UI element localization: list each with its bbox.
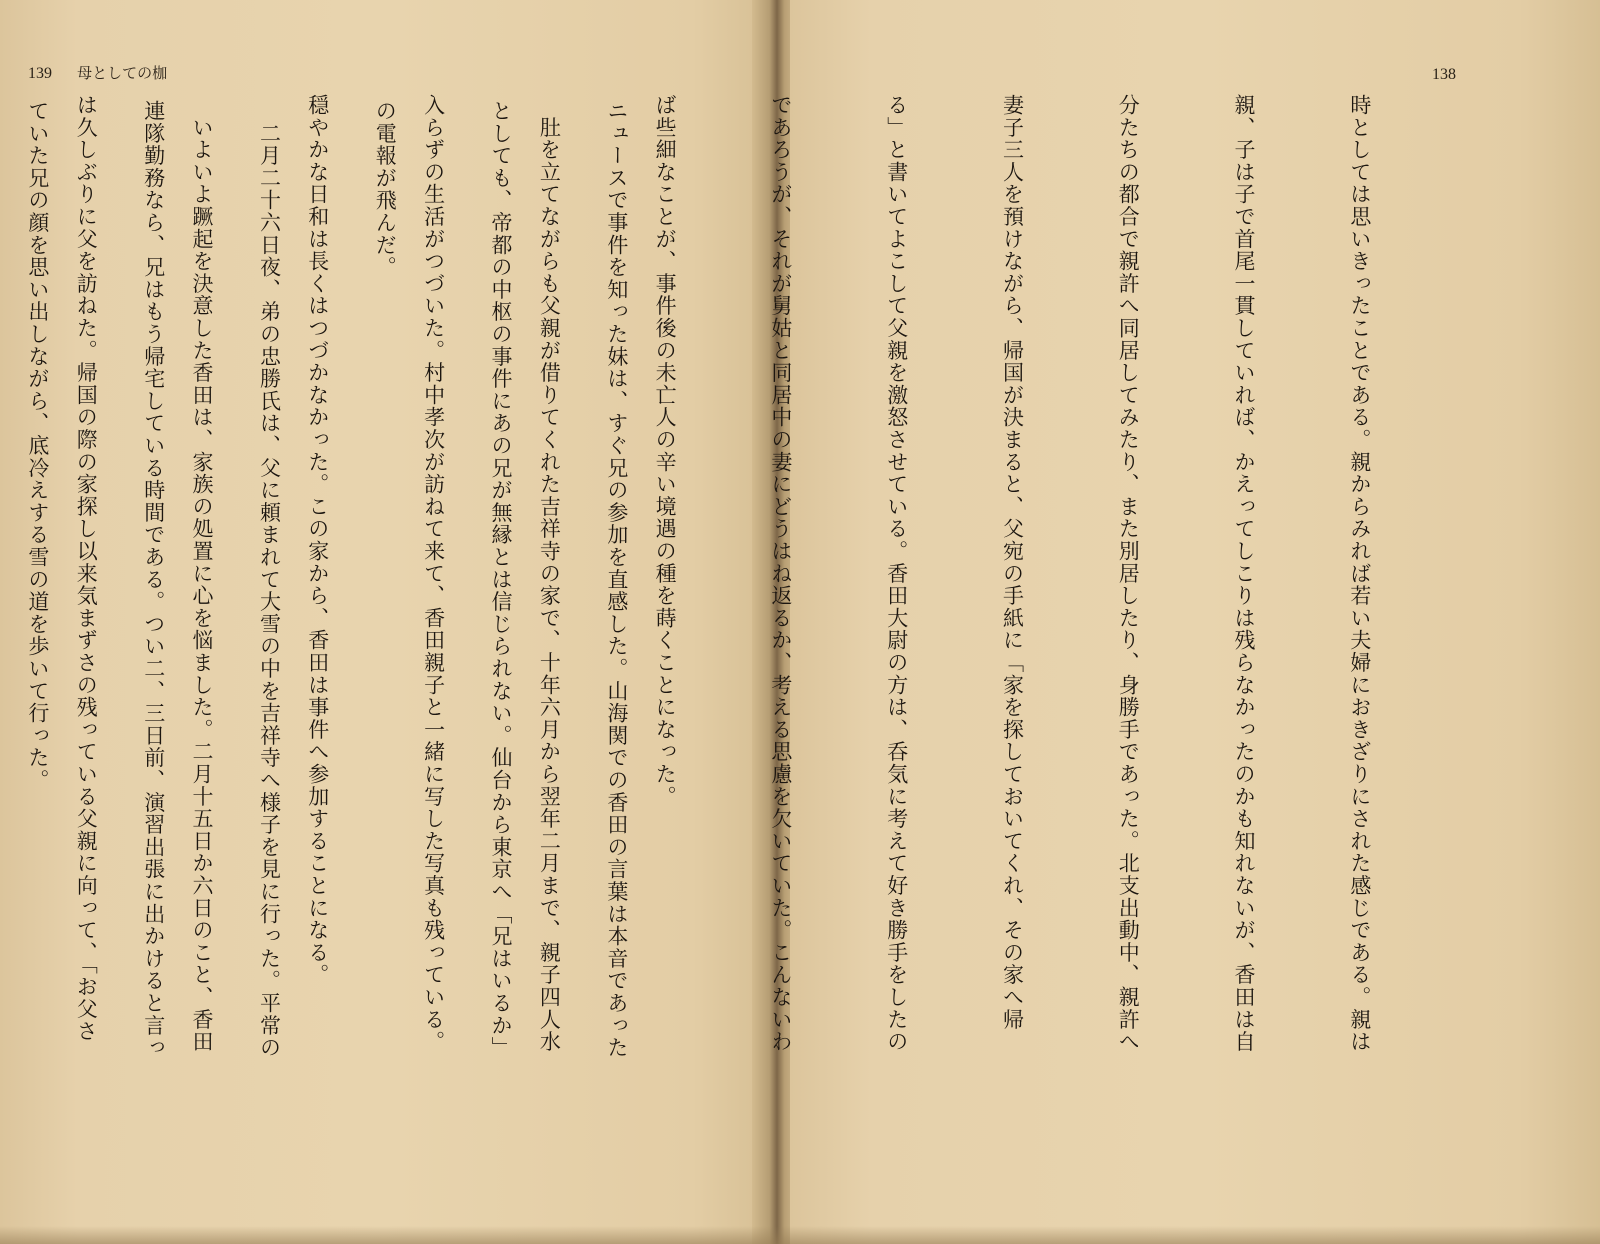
- text-line: 肚を立てながらも父親が借りてくれた吉祥寺の家で、十年六月から翌年二月まで、親子四人水: [537, 94, 562, 1053]
- text-line: は久しぶりに父を訪ねた。帰国の際の家探し以来気まずさの残っている父親に向って、「お父さ: [74, 94, 99, 1043]
- right-page-number: 138: [1432, 66, 1456, 83]
- text-line: ば些細なことが、事件後の未亡人の辛い境遇の種を蒔くことになった。: [653, 94, 678, 808]
- right-page-header: [1432, 64, 1456, 84]
- left-page-number: 139: [28, 65, 52, 82]
- text-line: 親、子は子で首尾一貫していれば、かえってしこりは残らなかったのかも知れないが、香田は自: [1232, 94, 1257, 1053]
- text-line: ニュースで事件を知った妹は、すぐ兄の参加を直感した。山海関での香田の言葉は本音であった: [604, 100, 629, 1059]
- text-line: る」と書いてよこして父親を激怒させている。香田大尉の方は、呑気に考えて好き勝手をしたの: [884, 94, 909, 1053]
- page-bottom-edge: [0, 1226, 1600, 1244]
- text-line: 連隊勤務なら、兄はもう帰宅している時間である。つい二、三日前、演習出張に出かけると言っ: [141, 100, 166, 1059]
- text-line: としても、帝都の中枢の事件にあの兄が無縁とは信じられない。仙台から東京へ「兄はいるか」: [489, 100, 514, 1059]
- left-page-header: [28, 62, 167, 83]
- text-line: いよいよ蹶起を決意した香田は、家族の処置に心を悩ました。二月十五日か六日のこと、香田: [190, 94, 214, 1053]
- text-line: 妻子三人を預けながら、帰国が決まると、父宛の手紙に「家を探しておいてくれ、その家へ帰: [1000, 94, 1025, 1031]
- text-line: ていた兄の顔を思い出しながら、底冷えする雪の道を歩いて行った。: [25, 100, 50, 792]
- text-line: の電報が飛んだ。: [373, 100, 398, 279]
- text-line: であろうが、それが舅姑と同居中の妻にどうはね返るか、考える思慮を欠いていた。こんないわ: [768, 94, 793, 1053]
- running-title: 母としての枷: [77, 64, 168, 82]
- text-line: 二月二十六日夜、弟の忠勝氏は、父に頼まれて大雪の中を吉祥寺へ様子を見に行った。平常の: [257, 100, 282, 1059]
- text-line: 分たちの都合で親許へ同居してみたり、また別居したり、身勝手であった。北支出動中、親許へ: [1116, 94, 1141, 1053]
- text-line: 時としては思いきったことである。親からみれば若い夫婦におきざりにされた感じである。親は: [1347, 94, 1372, 1053]
- text-line: 入らずの生活がつづいた。村中孝次が訪ねて来て、香田親子と一緒に写した写真も残っている。: [421, 94, 446, 1053]
- text-line: 穏やかな日和は長くはつづかなかった。この家から、香田は事件へ参加することになる。: [305, 94, 330, 986]
